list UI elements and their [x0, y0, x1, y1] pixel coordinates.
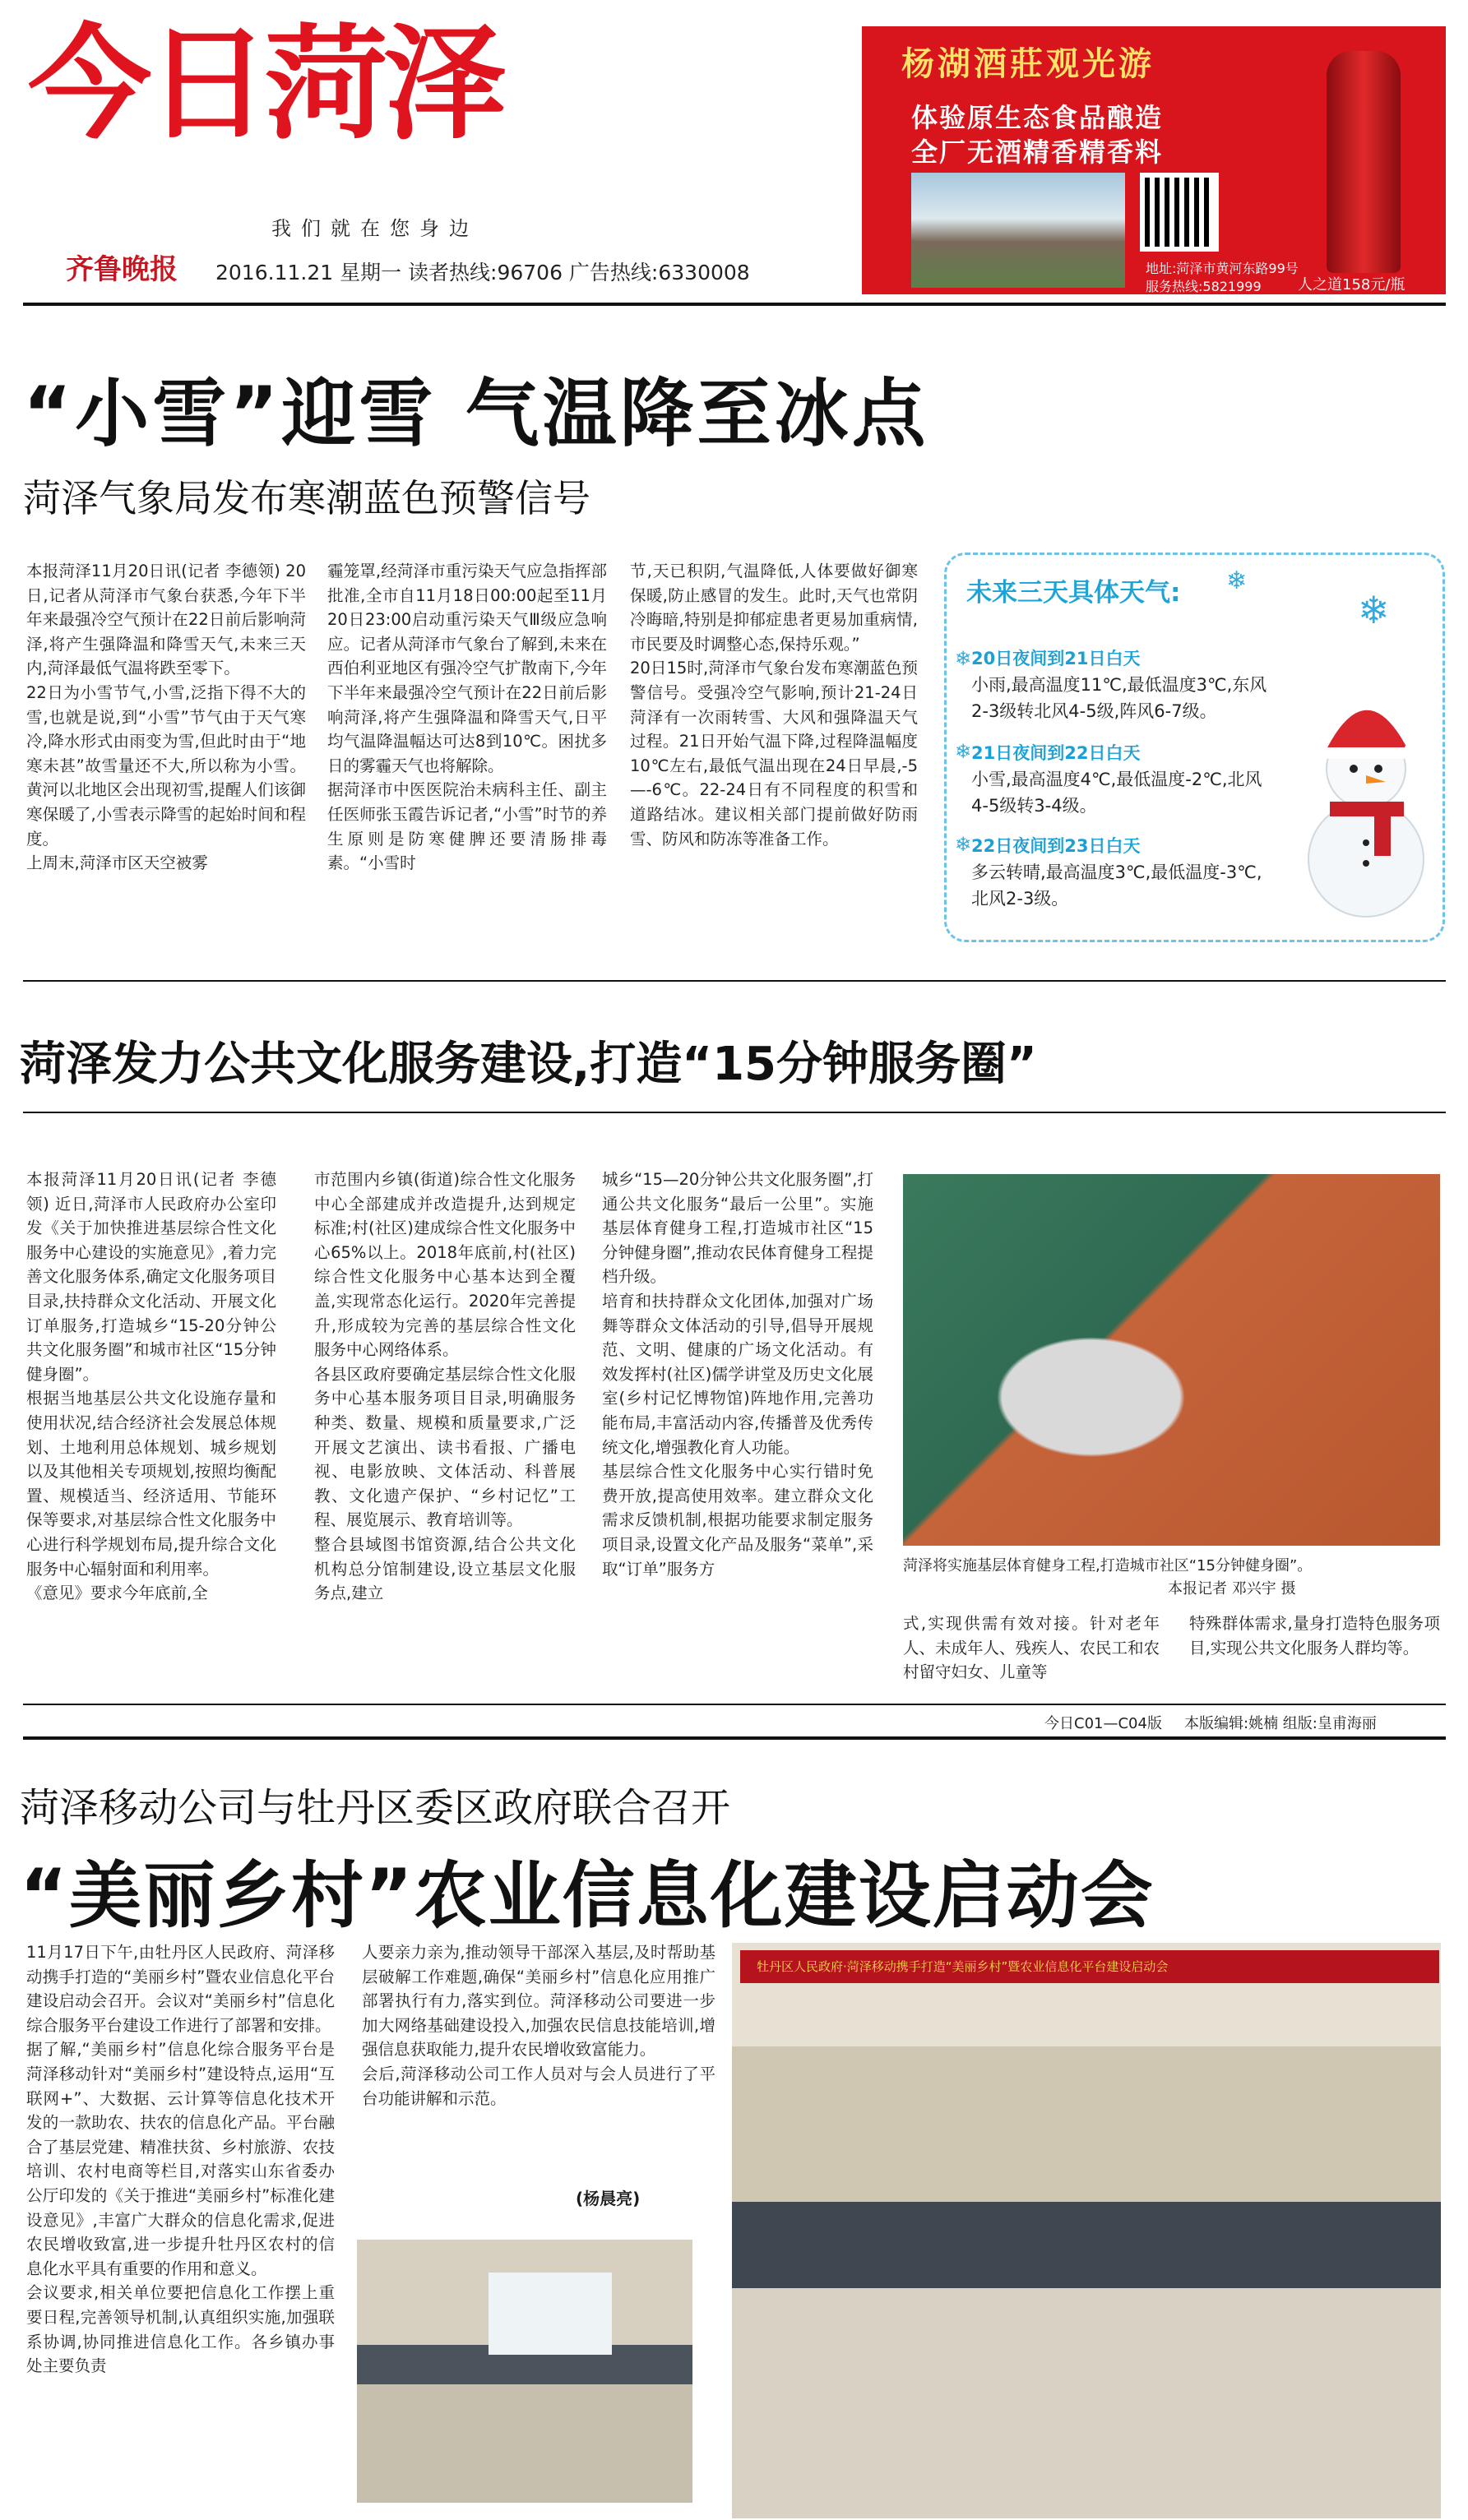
date-line: 2016.11.21 星期一 读者热线:96706 广告热线:6330008 [215, 261, 750, 284]
editor-credits: 本版编辑:姚楠 组版:皇甫海丽 [1184, 1715, 1377, 1732]
meeting-banner-text: 牡丹区人民政府·菏泽移动携手打造“美丽乡村”暨农业信息化平台建设启动会 [740, 1950, 1439, 1983]
story1-subheadline: 菏泽气象局发布寒潮蓝色预警信号 [23, 476, 590, 520]
liquor-bottle-image [1327, 51, 1401, 273]
presentation-photo [354, 2236, 696, 2506]
story1-column-1: 本报菏泽11月20日讯(记者 李德领) 20日,记者从菏泽市气象台获悉,今年下半年来最强冷空气预计在22日前后影响菏泽,将产生强降温和降雪天气,未来三天内,菏泽最低气温将跌至零下。 22日为小雪节气,小雪,泛指下得不大的雪,也就是说,到“小雪”节气由于天气寒冷,降水形式由雨变为雪,但此时由于“地寒未甚”故雪量还不大,所以称为小雪。黄河以北地区会出现初雪,提醒人们该御寒保暖了,小雪表示降雪的起始时间和程度。 上周末,菏泽市区天空被雾 [26, 562, 306, 873]
story1-column-3: 节,天已积阴,气温降低,人体要做好御寒保暖,防止感冒的发生。此时,天气也常阴冷晦暗,特别是抑郁症患者更易加重病情,市民要及时调整心态,保持乐观。” 20日15时,菏泽市气象台发布寒潮蓝色预警信号。受强冷空气影响,预计21-24日菏泽有一次雨转雪、大风和强降温天气过程。21日开始气温下降,过程降温幅度10℃左右,最低气温出现在24日早晨,-5—-6℃。22-24日有不同程度的积雪和道路结冰。建议相关部门提前做好防雨雪、防风和防冻等准备工作。 [630, 562, 918, 848]
snowflake-icon: ❄ [1226, 566, 1248, 595]
weather-day-2 [971, 740, 1267, 819]
section-divider [23, 1736, 1446, 1740]
ad-price: 人之道158元/瓶 [1298, 276, 1405, 294]
story1-headline: “小雪”迎雪 气温降至冰点 [23, 371, 929, 457]
ad-title: 杨湖酒莊观光游 [901, 44, 1155, 83]
snowman-illustration [1300, 678, 1432, 925]
snowflake-icon: ❄ [955, 740, 972, 763]
section-pages: 今日C01—C04版 [1044, 1715, 1162, 1732]
snowflake-icon: ❄ [955, 833, 972, 856]
section-divider [23, 1112, 1446, 1113]
weather-day-2-text: 小雪,最高温度4℃,最低温度-2℃,北风4-5级转3-4级。 [971, 770, 1262, 816]
story3-column-1: 11月17日下午,由牡丹区人民政府、菏泽移动携手打造的“美丽乡村”暨农业信息化平台建设启动会召开。会议对“美丽乡村”信息化综合服务平台建设工作进行了部署和安排。 据了解,“美丽乡村”信息化综合服务平台是菏泽移动针对“美丽乡村”建设特点,运用“互联网+”、大数据、云计算等信息化技术开发的一款助农、扶农的信息化产品。平台融合了基层党建、精准扶贫、乡村旅游、农技培训、农村电商等栏目,对落实山东省委办公厅印发的《关于推进“美丽乡村”标准化建设意见》,丰富广大群众的信息化需求,促进农民增收致富,进一步提升牡丹区农村的信息化水平具有重要的作用和意义。 会议要求,相关单位要把信息化工作摆上重要日程,完善领导机制,认真组织实施,加强联系协调,协同推进信息化工作。各乡镇办事处主要负责 [26, 1943, 335, 2376]
story2-column-4: 式,实现供需有效对接。针对老年人、未成年人、残疾人、农民工和农村留守妇女、儿童等 [903, 1614, 1160, 1682]
tai-chi-square-photo [903, 1174, 1440, 1546]
newspaper-logo: 今日菏泽 [28, 13, 502, 156]
snowflake-icon: ❄ [1358, 588, 1390, 632]
slogan: 我们就在您身边 [271, 217, 479, 240]
weather-day-3-text: 多云转晴,最高温度3℃,最低温度-3℃,北风2-3级。 [971, 862, 1262, 909]
photo1-caption: 菏泽将实施基层体育健身工程,打造城市社区“15分钟健身圈”。 [903, 1557, 1313, 1574]
story3-headline: “美丽乡村”农业信息化建设启动会 [20, 1853, 1155, 1938]
weather-box-title: 未来三天具体天气: [966, 578, 1181, 608]
photo1-credit: 本报记者 邓兴宇 摄 [1168, 1580, 1296, 1598]
story3-column-2: 人要亲力亲为,推动领导干部深入基层,及时帮助基层破解工作难题,确保“美丽乡村”信息化应用推广部署执行有力,落实到位。菏泽移动公司要进一步加大网络基础建设投入,加强农民信息技能培训,增强信息获取能力,提升农民增收致富能力。 会后,菏泽移动公司工作人员对与会人员进行了平台功能讲解和示范。 [362, 1943, 715, 2108]
meeting-photo [732, 1943, 1441, 2518]
section-divider [23, 980, 1446, 982]
story2-column-2: 市范围内乡镇(街道)综合性文化服务中心全部建成并改造提升,达到规定标准;村(社区)建成综合性文化服务中心65%以上。2018年底前,村(社区)综合性文化服务中心基本达到全覆盖,实现常态化运行。2020年完善提升,形成较为完善的基层综合性文化服务中心网络体系。 各县区政府要确定基层综合性文化服务中心基本服务项目目录,明确服务种类、数量、规模和质量要求,广泛开展文艺演出、读书看报、广播电视、电影放映、文体活动、科普展教、文化遗产保护、“乡村记忆”工程、展览展示、教育培训等。 整合县域图书馆资源,结合公共文化机构总分馆制建设,设立基层文化服务点,建立 [314, 1170, 576, 1603]
snowflake-icon: ❄ [955, 647, 972, 670]
ad-address: 地址:菏泽市黄河东路99号 [1146, 261, 1299, 276]
masthead-divider [23, 303, 1446, 306]
story3-kicker: 菏泽移动公司与牡丹区委区政府联合召开 [20, 1785, 731, 1831]
story2-column-5: 特殊群体需求,量身打造特色服务项目,实现公共文化服务人群均等。 [1189, 1614, 1440, 1658]
weather-day-1-date: 20日夜间到21日白天 [971, 649, 1141, 668]
qr-code-icon [1140, 173, 1219, 252]
ad-line-1: 体验原生态食品酿造 [911, 102, 1164, 133]
weather-day-1 [971, 645, 1267, 724]
weather-day-3-date: 22日夜间到23日白天 [971, 836, 1141, 856]
winery-photo [911, 173, 1125, 288]
story2-column-1: 本报菏泽11月20日讯(记者 李德领) 近日,菏泽市人民政府办公室印发《关于加快推进基层综合性文化服务中心建设的实施意见》,着力完善文化服务体系,确定文化服务项目目录,扶持群众文化活动、开展文化订单服务,打造城乡“15-20分钟公共文化服务圈”和城市社区“15分钟健身圈”。 根据当地基层公共文化设施存量和使用状况,结合经济社会发展总体规划、土地利用总体规划、城乡规划以及其他相关专项规划,按照均衡配置、规模适当、经济适用、节能环保等要求,对基层综合性文化服务中心进行科学规划布局,提升综合文化服务中心辐射面和利用率。 《意见》要求今年底前,全 [26, 1170, 276, 1603]
story1-column-2: 霾笼罩,经菏泽市重污染天气应急指挥部批准,全市自11月18日00:00起至11月20日23:00启动重污染天气Ⅲ级应急响应。记者从菏泽市气象台了解到,未来在西伯利亚地区有强冷空气扩散南下,今年下半年来最强冷空气预计在22日前后影响菏泽,将产生强降温和降雪天气,日平均气温降温幅达可达8到10℃。困扰多日的雾霾天气也将解除。 据菏泽市中医医院治未病科主任、副主任医师张玉霞告诉记者,“小雪”时节的养生原则是防寒健脾还要清肠排毒素。“小雪时 [327, 562, 607, 873]
story2-headline: 菏泽发力公共文化服务建设,打造“15分钟服务圈” [20, 1038, 1037, 1091]
footer-divider [23, 1704, 1446, 1705]
weather-day-1-text: 小雨,最高温度11℃,最低温度3℃,东风2-3级转北风4-5级,阵风6-7级。 [971, 675, 1267, 721]
weather-day-2-date: 21日夜间到22日白天 [971, 743, 1141, 763]
weather-forecast-box [944, 553, 1445, 942]
story2-column-3: 城乡“15—20分钟公共文化服务圈”,打通公共文化服务“最后一公里”。实施基层体育健身工程,打造城市社区“15分钟健身圈”,推动农民体育健身工程提档升级。 培育和扶持群众文化团体,加强对广场舞等群众文体活动的引导,倡导开展规范、文明、健康的广场文化活动。有效发挥村(社区)儒学讲堂及历史文化展室(乡村记忆博物馆)阵地作用,完善功能布局,丰富活动内容,传播普及优秀传统文化,增强教化育人功能。 基层综合性文化服务中心实行错时免费开放,提高使用效率。建立群众文化需求反馈机制,根据功能要求制定服务项目录,设置文化产品及服务“菜单”,采取“订单”服务方 [602, 1170, 873, 1579]
parent-paper-name: 齐鲁晚报 [66, 253, 178, 286]
weather-day-3 [971, 833, 1267, 912]
ad-phone: 服务热线:5821999 [1146, 279, 1262, 294]
story3-byline: (杨晨亮) [576, 2189, 641, 2208]
ad-line-2: 全厂无酒精香精香料 [911, 136, 1164, 168]
projector-screen [489, 2273, 612, 2355]
liquor-advertisement[interactable] [862, 26, 1446, 294]
